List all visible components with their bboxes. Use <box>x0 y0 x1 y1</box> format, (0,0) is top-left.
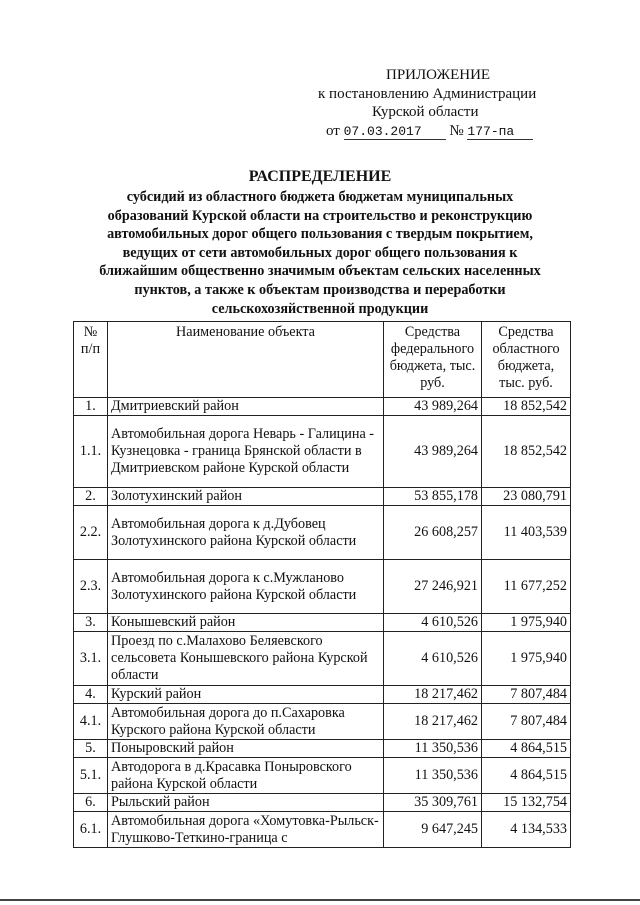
document-subtitle <box>70 188 570 318</box>
number-label: № <box>449 122 464 139</box>
row-name: Автомобильная дорога «Хомутовка-Рыльск-Глушково-Теткино-граница с <box>108 812 384 848</box>
table-row <box>74 758 571 794</box>
row-federal: 53 855,178 <box>384 488 482 506</box>
row-number: 1.1. <box>74 416 108 488</box>
subtitle-line: ближайшим общественно значимым объектам сельских населенных <box>99 263 541 280</box>
table-header-row <box>74 322 571 398</box>
row-name: Автомобильная дорога до п.Сахаровка Курского района Курской области <box>108 704 384 740</box>
row-federal: 18 217,462 <box>384 686 482 704</box>
resolution-date: 07.03.2017 <box>344 125 446 140</box>
row-regional: 4 134,533 <box>482 812 571 848</box>
row-name: Поныровский район <box>108 740 384 758</box>
row-name: Автомобильная дорога к с.Мужланово Золотухинского района Курской области <box>108 560 384 614</box>
table-row <box>74 488 571 506</box>
row-number: 5.1. <box>74 758 108 794</box>
row-regional: 18 852,542 <box>482 398 571 416</box>
header-regional: Средства областного бюджета, тыс. руб. <box>482 322 571 398</box>
row-number: 4. <box>74 686 108 704</box>
row-regional: 11 403,539 <box>482 506 571 560</box>
row-regional: 7 807,484 <box>482 704 571 740</box>
row-federal: 18 217,462 <box>384 704 482 740</box>
table-row <box>74 416 571 488</box>
table-row <box>74 506 571 560</box>
row-regional: 23 080,791 <box>482 488 571 506</box>
row-name: Конышевский район <box>108 614 384 632</box>
table-row <box>74 398 571 416</box>
subtitle-line: пунктов, а также к объектам производства и переработки <box>134 281 506 298</box>
row-name: Курский район <box>108 686 384 704</box>
subtitle-line: субсидий из областного бюджета бюджетам муниципальных <box>126 189 514 205</box>
row-federal: 4 610,526 <box>384 614 482 632</box>
appendix-date-number-line <box>300 122 600 141</box>
row-number: 2.2. <box>74 506 108 560</box>
row-federal: 43 989,264 <box>384 416 482 488</box>
row-regional: 4 864,515 <box>482 740 571 758</box>
row-federal: 27 246,921 <box>384 560 482 614</box>
table-row <box>74 686 571 704</box>
row-federal: 35 309,761 <box>384 794 482 812</box>
appendix-header <box>300 66 600 140</box>
appendix-resolution-line: к постановлению Администрации <box>318 85 537 102</box>
table-row <box>74 632 571 686</box>
row-number: 1. <box>74 398 108 416</box>
row-federal: 26 608,257 <box>384 506 482 560</box>
row-number: 2.3. <box>74 560 108 614</box>
subtitle-line: сельскохозяйственной продукции <box>211 300 429 317</box>
row-name: Золотухинский район <box>108 488 384 506</box>
appendix-title: ПРИЛОЖЕНИЕ <box>386 67 491 83</box>
table-body <box>74 398 571 848</box>
header-number: № п/п <box>74 322 108 398</box>
row-number: 4.1. <box>74 704 108 740</box>
appendix-region-line: Курской области <box>372 104 479 120</box>
subtitle-line: автомобильных дорог общего пользования с твердым покрытием, <box>107 226 533 243</box>
row-regional: 1 975,940 <box>482 632 571 686</box>
row-regional: 4 864,515 <box>482 758 571 794</box>
row-federal: 11 350,536 <box>384 758 482 794</box>
row-name: Рыльский район <box>108 794 384 812</box>
table-row <box>74 560 571 614</box>
page-bottom-rule <box>0 899 640 901</box>
resolution-number: 177-па <box>467 125 533 140</box>
row-regional: 1 975,940 <box>482 614 571 632</box>
header-name: Наименование объекта <box>108 322 384 398</box>
row-name: Проезд по с.Малахово Беляевского сельсовета Конышевского района Курской области <box>108 632 384 686</box>
table-row <box>74 704 571 740</box>
table-row <box>74 794 571 812</box>
row-number: 3. <box>74 614 108 632</box>
row-regional: 18 852,542 <box>482 416 571 488</box>
row-name: Дмитриевский район <box>108 398 384 416</box>
row-name: Автомобильная дорога к д.Дубовец Золотухинского района Курской области <box>108 506 384 560</box>
row-federal: 43 989,264 <box>384 398 482 416</box>
header-federal: Средства федерального бюджета, тыс. руб. <box>384 322 482 398</box>
row-name: Автодорога в д.Красавка Поныровского района Курской области <box>108 758 384 794</box>
from-label: от <box>326 122 340 139</box>
table-row <box>74 740 571 758</box>
table-row <box>74 614 571 632</box>
row-regional: 7 807,484 <box>482 686 571 704</box>
document-title: РАСПРЕДЕЛЕНИЕ <box>248 168 392 185</box>
row-federal: 4 610,526 <box>384 632 482 686</box>
table-row <box>74 812 571 848</box>
row-regional: 11 677,252 <box>482 560 571 614</box>
row-number: 6. <box>74 794 108 812</box>
row-name: Автомобильная дорога Неварь - Галицина - Кузнецовка - граница Брянской области в Дмитриевском районе Курской области <box>108 416 384 488</box>
row-number: 5. <box>74 740 108 758</box>
row-regional: 15 132,754 <box>482 794 571 812</box>
row-federal: 11 350,536 <box>384 740 482 758</box>
row-federal: 9 647,245 <box>384 812 482 848</box>
subtitle-line: ведущих от сети автомобильных дорог общего пользования к <box>122 244 518 261</box>
row-number: 6.1. <box>74 812 108 848</box>
subtitle-line: образований Курской области на строительство и реконструкцию <box>107 207 533 224</box>
row-number: 2. <box>74 488 108 506</box>
subsidy-table <box>73 321 571 848</box>
row-number: 3.1. <box>74 632 108 686</box>
